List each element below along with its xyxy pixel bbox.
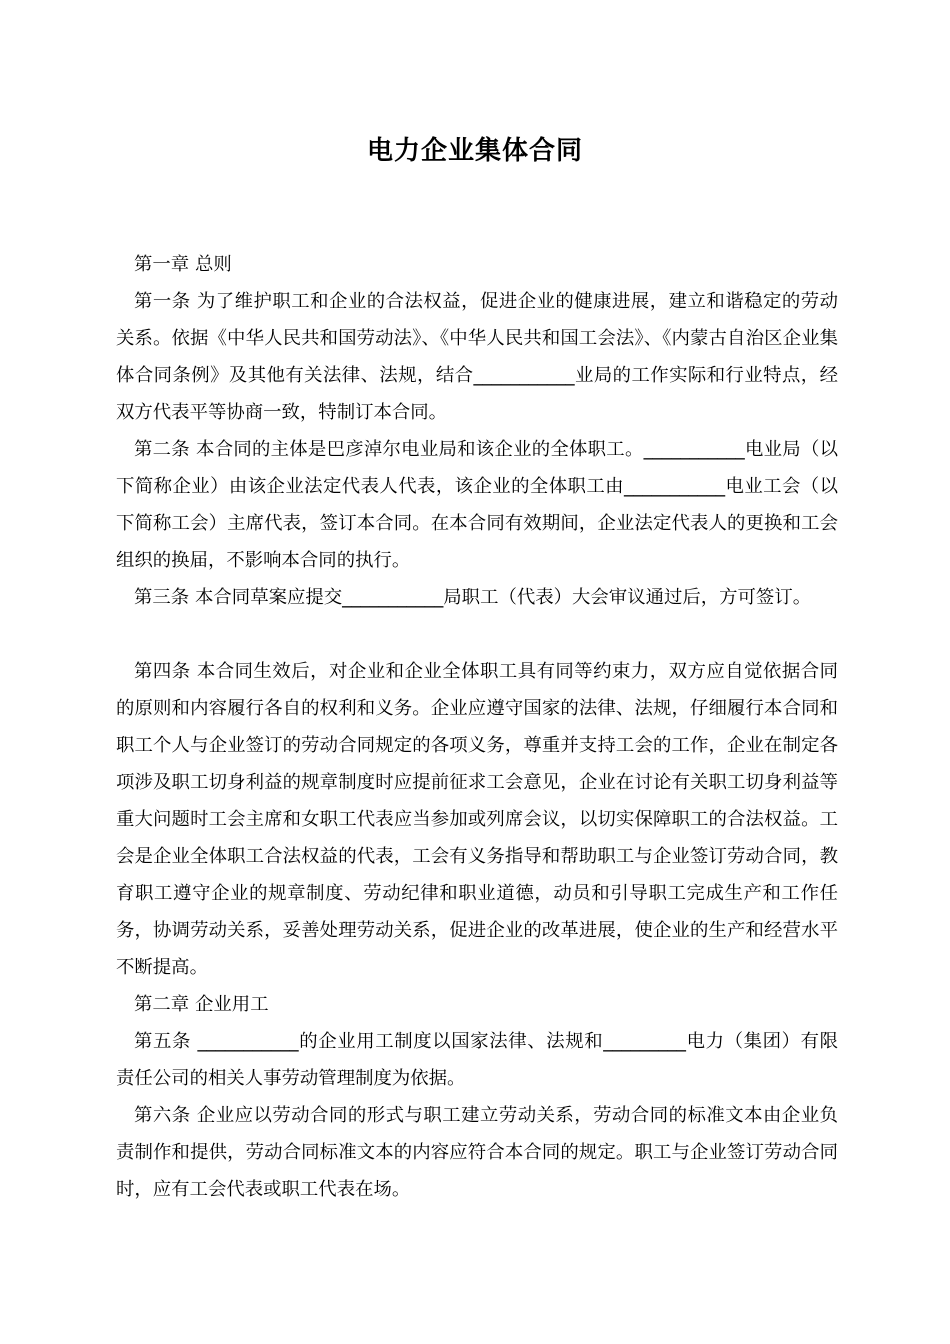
article-2: 第二条 本合同的主体是巴彦淖尔电业局和该企业的全体职工。___________电业局（以下简称企业）由该企业法定代表人代表，该企业的全体职工由___________电业工会（以下简称工会）主席代表，签订本合同。在本合同有效期间，企业法定代表人的更换和工会组织的换届，不影响本合同的执行。 xyxy=(116,439,838,571)
paragraph-spacer xyxy=(116,616,838,653)
document-body xyxy=(116,246,838,1208)
chapter-heading-2: 第二章 企业用工 xyxy=(134,994,269,1015)
article-4: 第四条 本合同生效后，对企业和企业全体职工具有同等约束力，双方应自觉依据合同的原则和内容履行各自的权利和义务。企业应遵守国家的法律、法规，仔细履行本合同和职工个人与企业签订的劳动合同规定的各项义务，尊重并支持工会的工作，企业在制定各项涉及职工切身利益的规章制度时应提前征求工会意见，企业在讨论有关职工切身利益等重大问题时工会主席和女职工代表应当参加或列席会议，以切实保障职工的合法权益。工会是企业全体职工合法权益的代表，工会有义务指导和帮助职工与企业签订劳动合同，教育职工遵守企业的规章制度、劳动纪律和职业道德，动员和引导职工完成生产和工作任务，协调劳动关系，妥善处理劳动关系，促进企业的改革进展，使企业的生产和经营水平不断提高。 xyxy=(116,661,838,978)
article-3: 第三条 本合同草案应提交___________局职工（代表）大会审议通过后，方可签订。 xyxy=(134,587,812,608)
article-1: 第一条 为了维护职工和企业的合法权益，促进企业的健康进展，建立和谐稳定的劳动关系。依据《中华人民共和国劳动法》、《中华人民共和国工会法》、《内蒙古自治区企业集体合同条例》及其他有关法律、法规，结合___________业局的工作实际和行业特点，经双方代表平等协商一致，特制订本合同。 xyxy=(116,291,838,423)
chapter-heading-1: 第一章 总则 xyxy=(134,254,232,275)
article-6: 第六条 企业应以劳动合同的形式与职工建立劳动关系，劳动合同的标准文本由企业负责制作和提供，劳动合同标准文本的内容应符合本合同的规定。职工与企业签订劳动合同时，应有工会代表或职工代表在场。 xyxy=(116,1105,838,1200)
document-title: 电力企业集体合同 xyxy=(366,136,583,166)
article-5: 第五条 ___________的企业用工制度以国家法律、法规和_________电力（集团）有限责任公司的相关人事劳动管理制度为依据。 xyxy=(116,1031,838,1089)
